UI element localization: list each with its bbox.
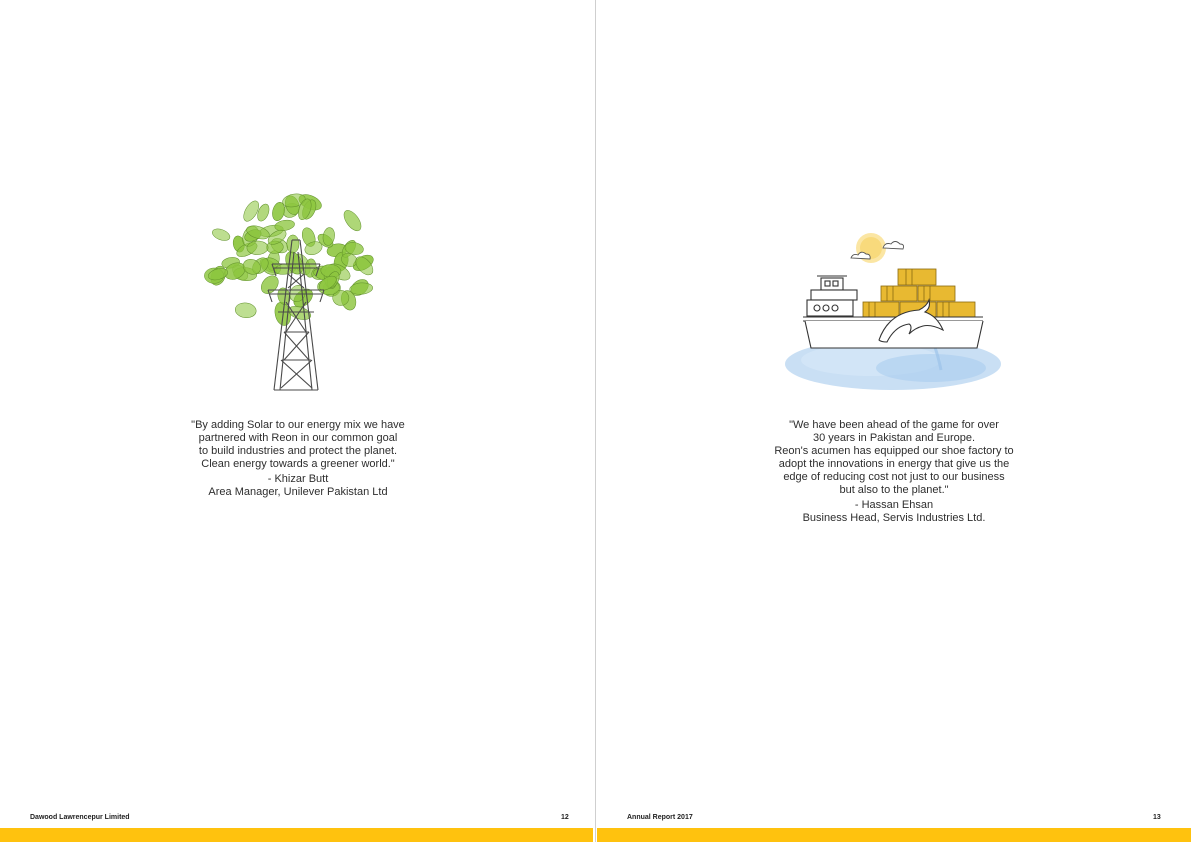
leaf-shape <box>287 235 299 253</box>
page-number-right: 13 <box>1153 814 1161 821</box>
footer-accent-bar <box>597 828 1191 842</box>
right-quote-block <box>734 419 1054 525</box>
left-quote-block <box>148 419 448 499</box>
leaf-shape <box>211 227 232 243</box>
tree-tower-illustration <box>200 192 385 397</box>
quote-author: - Khizar Butt <box>267 473 329 485</box>
quote-line: but also to the planet." <box>839 484 949 496</box>
quote-line: "By adding Solar to our energy mix we have <box>191 419 405 431</box>
leaf-shape <box>341 207 365 233</box>
footer-company-name: Dawood Lawrencepur Limited <box>30 814 130 821</box>
quote-line: Clean energy towards a greener world." <box>201 458 395 470</box>
cargo-ship-illustration <box>781 228 1006 396</box>
page-number-left: 12 <box>561 814 569 821</box>
quote-line: partnered with Reon in our common goal <box>198 432 398 444</box>
leaf-shape <box>234 302 257 319</box>
quote-line: edge of reducing cost not just to our business <box>783 471 1005 483</box>
right-page <box>597 0 1191 842</box>
footer-report-title: Annual Report 2017 <box>627 814 693 821</box>
leaves-cluster <box>204 192 376 327</box>
footer-accent-bar <box>0 828 593 842</box>
quote-line: "We have been ahead of the game for over <box>789 419 999 431</box>
quote-author-title: Area Manager, Unilever Pakistan Ltd <box>208 486 388 498</box>
quote-line: to build industries and protect the planet. <box>198 445 398 457</box>
quote-line: adopt the innovations in energy that give us the <box>778 458 1010 470</box>
quote-author: - Hassan Ehsan <box>854 499 934 511</box>
page-gutter <box>595 0 596 842</box>
quote-line: 30 years in Pakistan and Europe. <box>812 432 976 444</box>
quote-author-title: Business Head, Servis Industries Ltd. <box>802 512 986 524</box>
quote-line: Reon's acumen has equipped our shoe factory to <box>774 445 1014 457</box>
